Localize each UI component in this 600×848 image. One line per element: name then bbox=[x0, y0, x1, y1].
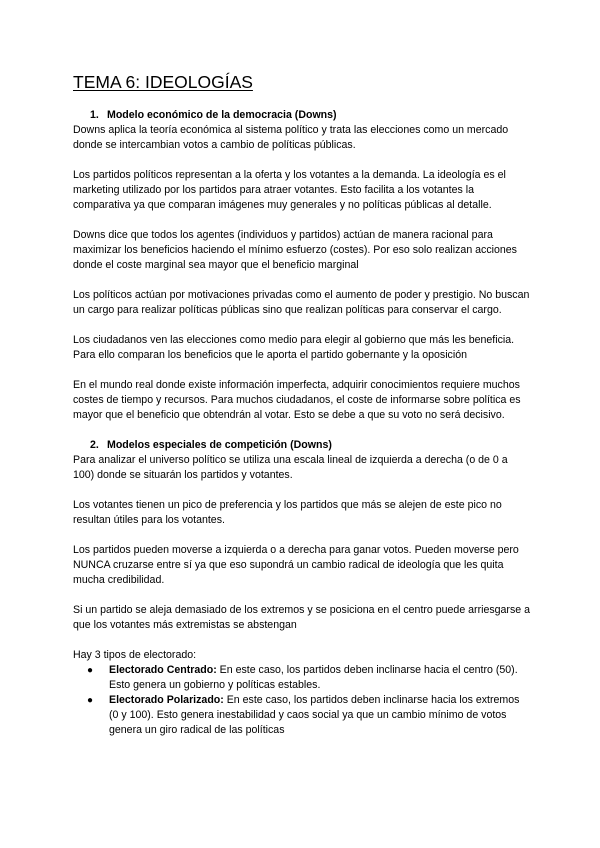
section-number: 2. bbox=[90, 439, 99, 451]
section-heading bbox=[90, 108, 531, 123]
section-title: Modelo económico de la democracia (Downs) bbox=[107, 109, 337, 121]
paragraph: Los ciudadanos ven las elecciones como medio para elegir al gobierno que más les beneficia. Para ello comparan los beneficios que le aporta el partido gobernante y la oposición bbox=[73, 334, 515, 361]
list-item-description: En este caso, los partidos deben inclinarse hacia el centro (50). Esto genera un gobierno y políticas estables. bbox=[109, 664, 518, 691]
paragraph: Downs aplica la teoría económica al sistema político y trata las elecciones como un mercado donde se intercambian votos a cambio de políticas públicas. bbox=[73, 124, 509, 151]
paragraph: Los partidos políticos representan a la oferta y los votantes a la demanda. La ideología es el marketing utilizado por los partidos para atraer votantes. Esto facilita a los votantes la comparativa ya que comparan imágenes muy generales y no políticas públicas al detalle. bbox=[73, 169, 506, 211]
paragraph: Downs dice que todos los agentes (individuos y partidos) actúan de manera racional para maximizar los beneficios haciendo el mínimo esfuerzo (costes). Por eso solo realizan acciones donde el coste marginal sea mayor que el beneficio marginal bbox=[73, 229, 517, 271]
electorate-list bbox=[73, 663, 531, 738]
paragraph: En el mundo real donde existe información imperfecta, adquirir conocimientos requiere muchos costes de tiempo y recursos. Para muchos ciudadanos, el coste de informarse sobre política es mayor que el beneficio que obtendrán al votar. Esto se debe a que su voto no será decisivo. bbox=[73, 379, 521, 421]
paragraph: Los votantes tienen un pico de preferencia y los partidos que más se alejen de este pico no resultan útiles para los votantes. bbox=[73, 499, 502, 526]
list-item-label: Electorado Centrado: bbox=[109, 664, 217, 676]
list-item bbox=[87, 693, 531, 738]
bullet-icon: ● bbox=[87, 695, 94, 706]
page-title: TEMA 6: IDEOLOGÍAS bbox=[73, 72, 253, 92]
paragraph: Hay 3 tipos de electorado: bbox=[73, 649, 197, 661]
list-item-text bbox=[109, 663, 531, 693]
paragraph: Los partidos pueden moverse a izquierda o a derecha para ganar votos. Pueden moverse pero NUNCA cruzarse entre sí ya que eso supondrá un cambio radical de ideología que les quita mucha credibilidad. bbox=[73, 544, 519, 586]
list-item bbox=[87, 663, 531, 693]
list-item-label: Electorado Polarizado: bbox=[109, 694, 224, 706]
section-title: Modelos especiales de competición (Downs) bbox=[107, 439, 332, 451]
paragraph: Para analizar el universo político se utiliza una escala lineal de izquierda a derecha (o de 0 a 100) donde se situarán los partidos y votantes. bbox=[73, 454, 508, 481]
section-number: 1. bbox=[90, 109, 99, 121]
section-heading bbox=[90, 438, 531, 453]
list-item-text bbox=[109, 693, 531, 738]
bullet-icon: ● bbox=[87, 665, 94, 676]
paragraph: Los políticos actúan por motivaciones privadas como el aumento de poder y prestigio. No buscan un cargo para realizar políticas públicas sino que realizan políticas para conservar el cargo. bbox=[73, 289, 530, 316]
list-item-description: En este caso, los partidos deben inclinarse hacia los extremos (0 y 100). Esto genera inestabilidad y caos social ya que un cambio mínimo de votos genera un giro radical de las políticas bbox=[109, 694, 520, 736]
document-body bbox=[73, 108, 531, 738]
paragraph: Si un partido se aleja demasiado de los extremos y se posiciona en el centro puede arriesgarse a que los votantes más extremistas se abstengan bbox=[73, 604, 530, 631]
